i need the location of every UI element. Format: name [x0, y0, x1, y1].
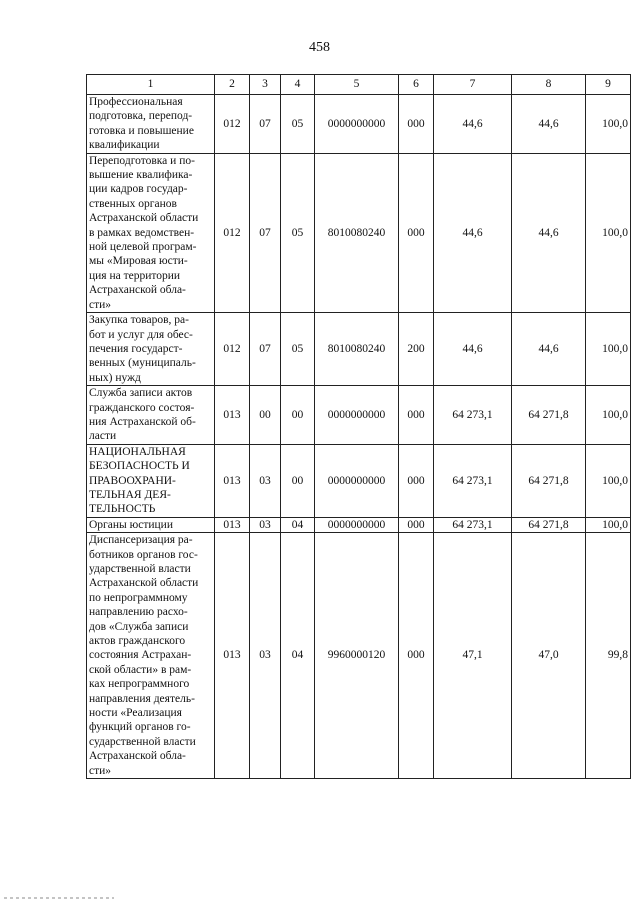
percent-cell: 100,0 — [586, 386, 631, 445]
expense-type-cell: 000 — [399, 444, 434, 517]
planned-amount-cell: 44,6 — [434, 153, 512, 312]
table-row — [87, 95, 631, 154]
header-cell-6: 6 — [399, 75, 434, 95]
subsection-cell: 05 — [281, 313, 315, 386]
table-row — [87, 386, 631, 445]
row-name-cell — [87, 533, 215, 779]
row-name-line: бот и услуг для обес- — [89, 328, 193, 341]
page-number: 458 — [309, 40, 330, 55]
code-cell: 012 — [215, 153, 250, 312]
row-name-line: гражданского состоя- — [89, 401, 195, 414]
row-name-line: ных) нужд — [89, 371, 141, 384]
section-cell: 07 — [250, 95, 281, 154]
code-cell: 013 — [215, 533, 250, 779]
subsection-cell: 04 — [281, 533, 315, 779]
percent-cell: 100,0 — [586, 313, 631, 386]
executed-amount-cell: 64 271,8 — [512, 517, 586, 532]
row-name-line: дов «Служба записи — [89, 620, 189, 633]
target-article-cell: 0000000000 — [315, 95, 399, 154]
header-cell-9: 9 — [586, 75, 631, 95]
row-name-cell — [87, 313, 215, 386]
executed-amount-cell: 44,6 — [512, 95, 586, 154]
expense-type-cell: 000 — [399, 533, 434, 779]
header-cell-2: 2 — [215, 75, 250, 95]
expense-type-cell: 000 — [399, 517, 434, 532]
code-cell: 012 — [215, 313, 250, 386]
target-article-cell: 0000000000 — [315, 386, 399, 445]
row-name-line: ной целевой програм- — [89, 241, 197, 254]
budget-table — [86, 74, 631, 779]
target-article-cell: 0000000000 — [315, 517, 399, 532]
row-name-line: в рамках ведомствен- — [89, 226, 195, 239]
planned-amount-cell: 64 273,1 — [434, 444, 512, 517]
row-name-line: Астраханской области — [89, 577, 199, 590]
row-name-cell — [87, 386, 215, 445]
subsection-cell: 05 — [281, 95, 315, 154]
row-name-line: ках непрограммного — [89, 678, 190, 691]
row-name-line: Астраханской обла- — [89, 284, 186, 297]
header-cell-5: 5 — [315, 75, 399, 95]
header-cell-3: 3 — [250, 75, 281, 95]
executed-amount-cell: 47,0 — [512, 533, 586, 779]
row-name-line: ской области» в рам- — [89, 663, 192, 676]
row-name-line: Служба записи актов — [89, 387, 193, 400]
row-name-cell — [87, 153, 215, 312]
executed-amount-cell: 44,6 — [512, 153, 586, 312]
row-name-line: направления деятель- — [89, 692, 195, 705]
row-name-line: состояния Астрахан- — [89, 649, 192, 662]
planned-amount-cell: 64 273,1 — [434, 517, 512, 532]
planned-amount-cell: 44,6 — [434, 95, 512, 154]
executed-amount-cell: 64 271,8 — [512, 444, 586, 517]
subsection-cell: 05 — [281, 153, 315, 312]
row-name-line: ТЕЛЬНОСТЬ — [89, 503, 156, 516]
table-row — [87, 313, 631, 386]
planned-amount-cell: 44,6 — [434, 313, 512, 386]
section-cell: 03 — [250, 533, 281, 779]
row-name-cell — [87, 95, 215, 154]
section-cell: 03 — [250, 444, 281, 517]
row-name-line: Закупка товаров, ра- — [89, 314, 189, 327]
target-article-cell: 8010080240 — [315, 153, 399, 312]
percent-cell: 100,0 — [586, 95, 631, 154]
planned-amount-cell: 47,1 — [434, 533, 512, 779]
table-row — [87, 517, 631, 532]
row-name-line: подготовка, перепод- — [89, 110, 193, 123]
header-cell-4: 4 — [281, 75, 315, 95]
header-row — [87, 75, 631, 95]
table-row — [87, 533, 631, 779]
row-name-line: квалификации — [89, 139, 160, 152]
subsection-cell: 04 — [281, 517, 315, 532]
code-cell: 013 — [215, 517, 250, 532]
percent-cell: 99,8 — [586, 533, 631, 779]
row-name-line: НАЦИОНАЛЬНАЯ — [89, 445, 186, 458]
row-name-line: Астраханской обла- — [89, 750, 186, 763]
row-name-line: Переподготовка и по- — [89, 154, 195, 167]
row-name-line: по непрограммному — [89, 591, 188, 604]
percent-cell: 100,0 — [586, 153, 631, 312]
planned-amount-cell: 64 273,1 — [434, 386, 512, 445]
section-cell: 03 — [250, 517, 281, 532]
section-cell: 00 — [250, 386, 281, 445]
row-name-line: направлению расхо- — [89, 606, 188, 619]
code-cell: 013 — [215, 386, 250, 445]
code-cell: 013 — [215, 444, 250, 517]
expense-type-cell: 000 — [399, 386, 434, 445]
executed-amount-cell: 64 271,8 — [512, 386, 586, 445]
row-name-line: БЕЗОПАСНОСТЬ И — [89, 460, 190, 473]
table-row — [87, 153, 631, 312]
scan-artifact — [4, 897, 114, 899]
row-name-line: вышение квалифика- — [89, 169, 193, 182]
row-name-line: мы «Мировая юсти- — [89, 255, 188, 268]
row-name-line: Диспансеризация ра- — [89, 534, 193, 547]
target-article-cell: 8010080240 — [315, 313, 399, 386]
row-name-line: ботников органов гос- — [89, 548, 198, 561]
row-name-line: актов гражданского — [89, 635, 186, 648]
row-name-line: Органы юстиции — [89, 518, 173, 531]
row-name-line: печения государст- — [89, 342, 183, 355]
expense-type-cell: 200 — [399, 313, 434, 386]
row-name-line: ПРАВООХРАНИ- — [89, 474, 176, 487]
row-name-line: Астраханской области — [89, 212, 199, 225]
header-cell-1: 1 — [87, 75, 215, 95]
header-cell-7: 7 — [434, 75, 512, 95]
row-name-cell — [87, 444, 215, 517]
row-name-line: сти» — [89, 298, 112, 311]
percent-cell: 100,0 — [586, 444, 631, 517]
subsection-cell: 00 — [281, 444, 315, 517]
row-name-line: ственных органов — [89, 197, 177, 210]
expense-type-cell: 000 — [399, 95, 434, 154]
section-cell: 07 — [250, 153, 281, 312]
percent-cell: 100,0 — [586, 517, 631, 532]
code-cell: 012 — [215, 95, 250, 154]
table-row — [87, 444, 631, 517]
row-name-line: Профессиональная — [89, 96, 183, 108]
subsection-cell: 00 — [281, 386, 315, 445]
executed-amount-cell: 44,6 — [512, 313, 586, 386]
row-name-line: ности «Реализация — [89, 707, 182, 720]
row-name-line: сти» — [89, 764, 112, 777]
row-name-line: ласти — [89, 430, 117, 443]
row-name-cell — [87, 517, 215, 532]
expense-type-cell: 000 — [399, 153, 434, 312]
target-article-cell: 9960000120 — [315, 533, 399, 779]
row-name-line: готовка и повышение — [89, 124, 194, 137]
header-cell-8: 8 — [512, 75, 586, 95]
section-cell: 07 — [250, 313, 281, 386]
row-name-line: ударственной власти — [89, 563, 191, 575]
row-name-line: функций органов го- — [89, 721, 191, 734]
row-name-line: венных (муниципаль- — [89, 357, 196, 370]
row-name-line: ции кадров государ- — [89, 183, 188, 196]
row-name-line: сударственной власти — [89, 735, 196, 748]
target-article-cell: 0000000000 — [315, 444, 399, 517]
row-name-line: ТЕЛЬНАЯ ДЕЯ- — [89, 488, 171, 501]
row-name-line: ния Астраханской об- — [89, 415, 196, 428]
row-name-line: ция на территории — [89, 269, 181, 282]
